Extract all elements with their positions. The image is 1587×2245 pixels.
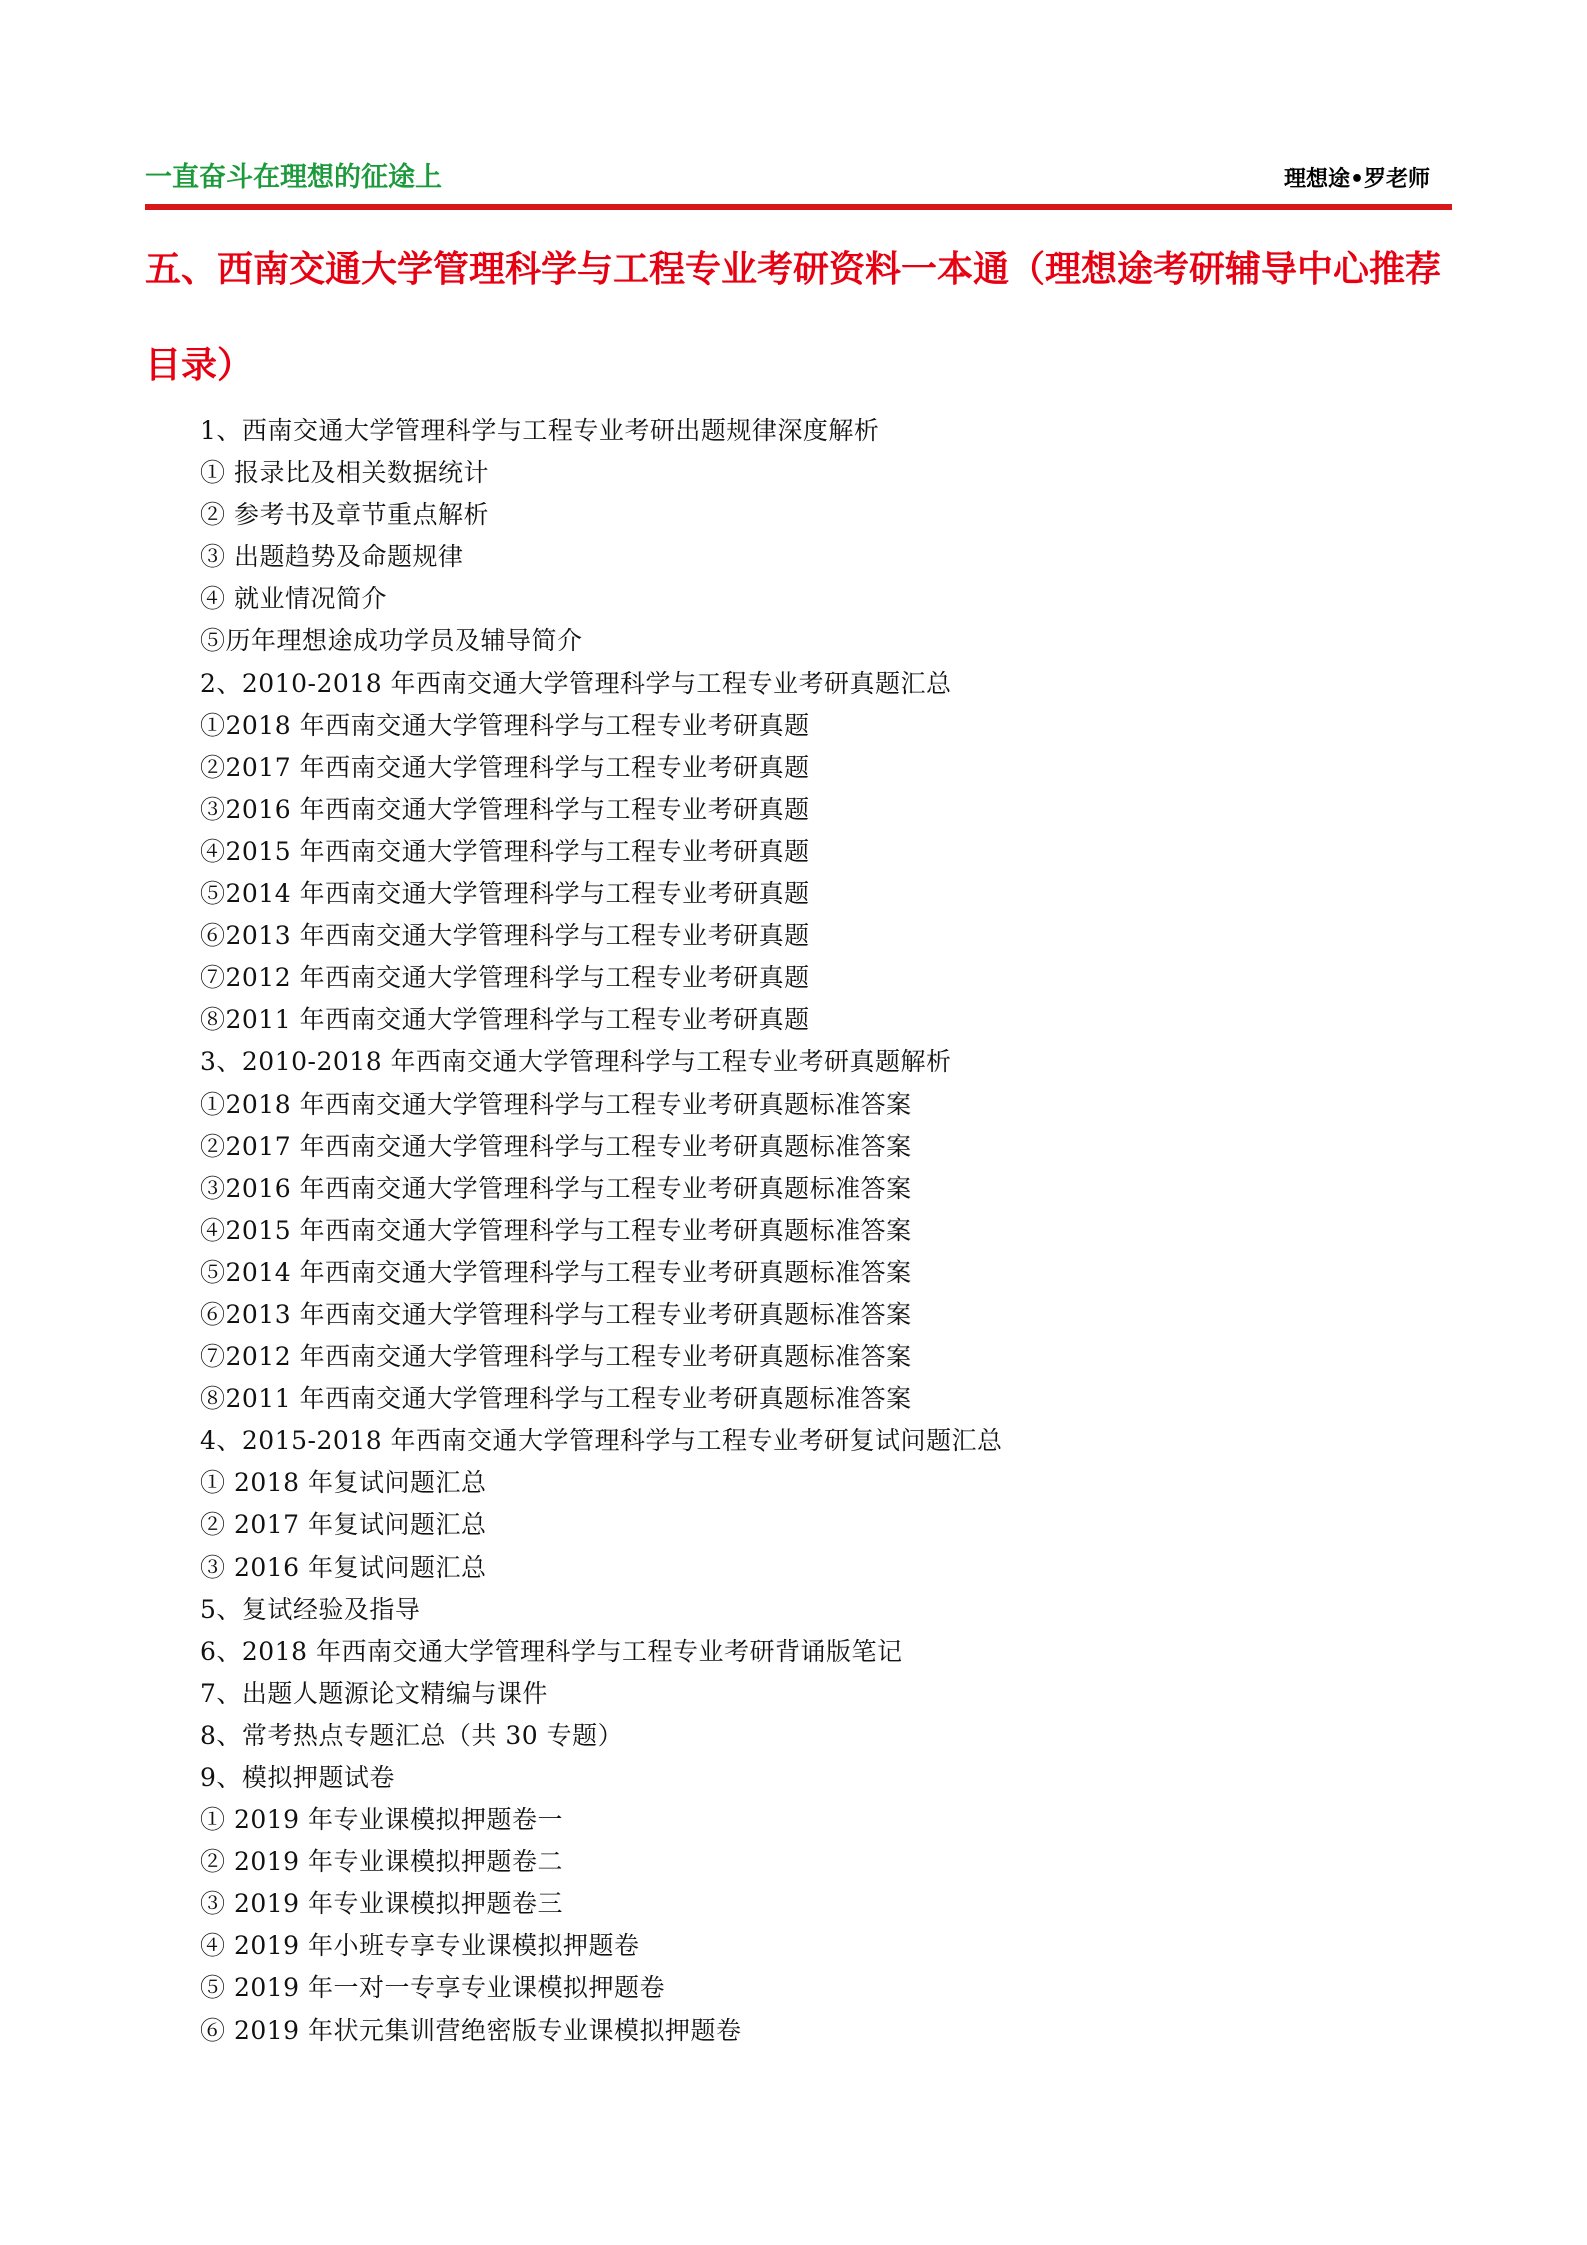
toc-item: ① 2019 年专业课模拟押题卷一 — [200, 1805, 564, 1835]
toc-item: ③2016 年西南交通大学管理科学与工程专业考研真题 — [200, 794, 810, 824]
toc-item: ② 2019 年专业课模拟押题卷二 — [200, 1847, 564, 1877]
toc-item: ⑦2012 年西南交通大学管理科学与工程专业考研真题标准答案 — [200, 1342, 912, 1372]
toc-item: ③ 出题趋势及命题规律 — [200, 542, 464, 572]
toc-item: ③2016 年西南交通大学管理科学与工程专业考研真题标准答案 — [200, 1173, 912, 1203]
toc-item: ⑤2014 年西南交通大学管理科学与工程专业考研真题 — [200, 879, 810, 909]
toc-item: ⑤历年理想途成功学员及辅导简介 — [200, 626, 583, 656]
toc-item: 2、2010-2018 年西南交通大学管理科学与工程专业考研真题汇总 — [200, 668, 952, 698]
toc-item: 1、西南交通大学管理科学与工程专业考研出题规律深度解析 — [200, 416, 880, 445]
toc-item: ④2015 年西南交通大学管理科学与工程专业考研真题标准答案 — [200, 1215, 912, 1245]
toc-item: 3、2010-2018 年西南交通大学管理科学与工程专业考研真题解析 — [200, 1047, 952, 1077]
page-header — [145, 158, 1452, 204]
toc-item: ②2017 年西南交通大学管理科学与工程专业考研真题标准答案 — [200, 1131, 912, 1161]
toc-item: ① 2018 年复试问题汇总 — [200, 1468, 487, 1498]
toc-item: ⑧2011 年西南交通大学管理科学与工程专业考研真题 — [200, 1005, 810, 1035]
toc-item: ② 参考书及章节重点解析 — [200, 500, 489, 530]
toc-item: ③ 2016 年复试问题汇总 — [200, 1552, 487, 1582]
toc-item: ⑤2014 年西南交通大学管理科学与工程专业考研真题标准答案 — [200, 1257, 912, 1287]
toc-item: ② 2017 年复试问题汇总 — [200, 1510, 487, 1540]
toc-item: 9、模拟押题试卷 — [200, 1763, 395, 1792]
header-slogan: 一直奋斗在理想的征途上 — [145, 162, 442, 193]
toc-item: ⑥ 2019 年状元集训营绝密版专业课模拟押题卷 — [200, 2015, 742, 2045]
toc-item: 7、出题人题源论文精编与课件 — [200, 1678, 548, 1708]
toc-item: ⑥2013 年西南交通大学管理科学与工程专业考研真题 — [200, 921, 810, 951]
table-of-contents — [200, 410, 1003, 2052]
toc-item: ④ 2019 年小班专享专业课模拟押题卷 — [200, 1931, 640, 1961]
toc-item: ③ 2019 年专业课模拟押题卷三 — [200, 1889, 564, 1919]
toc-item: 4、2015-2018 年西南交通大学管理科学与工程专业考研复试问题汇总 — [200, 1426, 1003, 1456]
toc-item: ⑧2011 年西南交通大学管理科学与工程专业考研真题标准答案 — [200, 1384, 912, 1414]
toc-item: ⑤ 2019 年一对一专享专业课模拟押题卷 — [200, 1973, 666, 2003]
header-divider — [145, 204, 1452, 210]
toc-item: 5、复试经验及指导 — [200, 1594, 421, 1624]
toc-item: ⑥2013 年西南交通大学管理科学与工程专业考研真题标准答案 — [200, 1299, 912, 1329]
toc-item: ④2015 年西南交通大学管理科学与工程专业考研真题 — [200, 836, 810, 866]
toc-item: ④ 就业情况简介 — [200, 584, 387, 614]
toc-item: ① 报录比及相关数据统计 — [200, 458, 489, 488]
toc-item: 8、常考热点专题汇总（共 30 专题） — [200, 1720, 624, 1750]
toc-item: ⑦2012 年西南交通大学管理科学与工程专业考研真题 — [200, 963, 810, 993]
toc-item: ①2018 年西南交通大学管理科学与工程专业考研真题 — [200, 710, 810, 740]
header-brand: 理想途•罗老师 — [1283, 167, 1430, 192]
section-title: 五、西南交通大学管理科学与工程专业考研资料一本通（理想途考研辅导中心推荐目录） — [145, 249, 1442, 386]
toc-item: ①2018 年西南交通大学管理科学与工程专业考研真题标准答案 — [200, 1089, 912, 1119]
toc-item: ②2017 年西南交通大学管理科学与工程专业考研真题 — [200, 752, 810, 782]
toc-item: 6、2018 年西南交通大学管理科学与工程专业考研背诵版笔记 — [200, 1636, 903, 1666]
